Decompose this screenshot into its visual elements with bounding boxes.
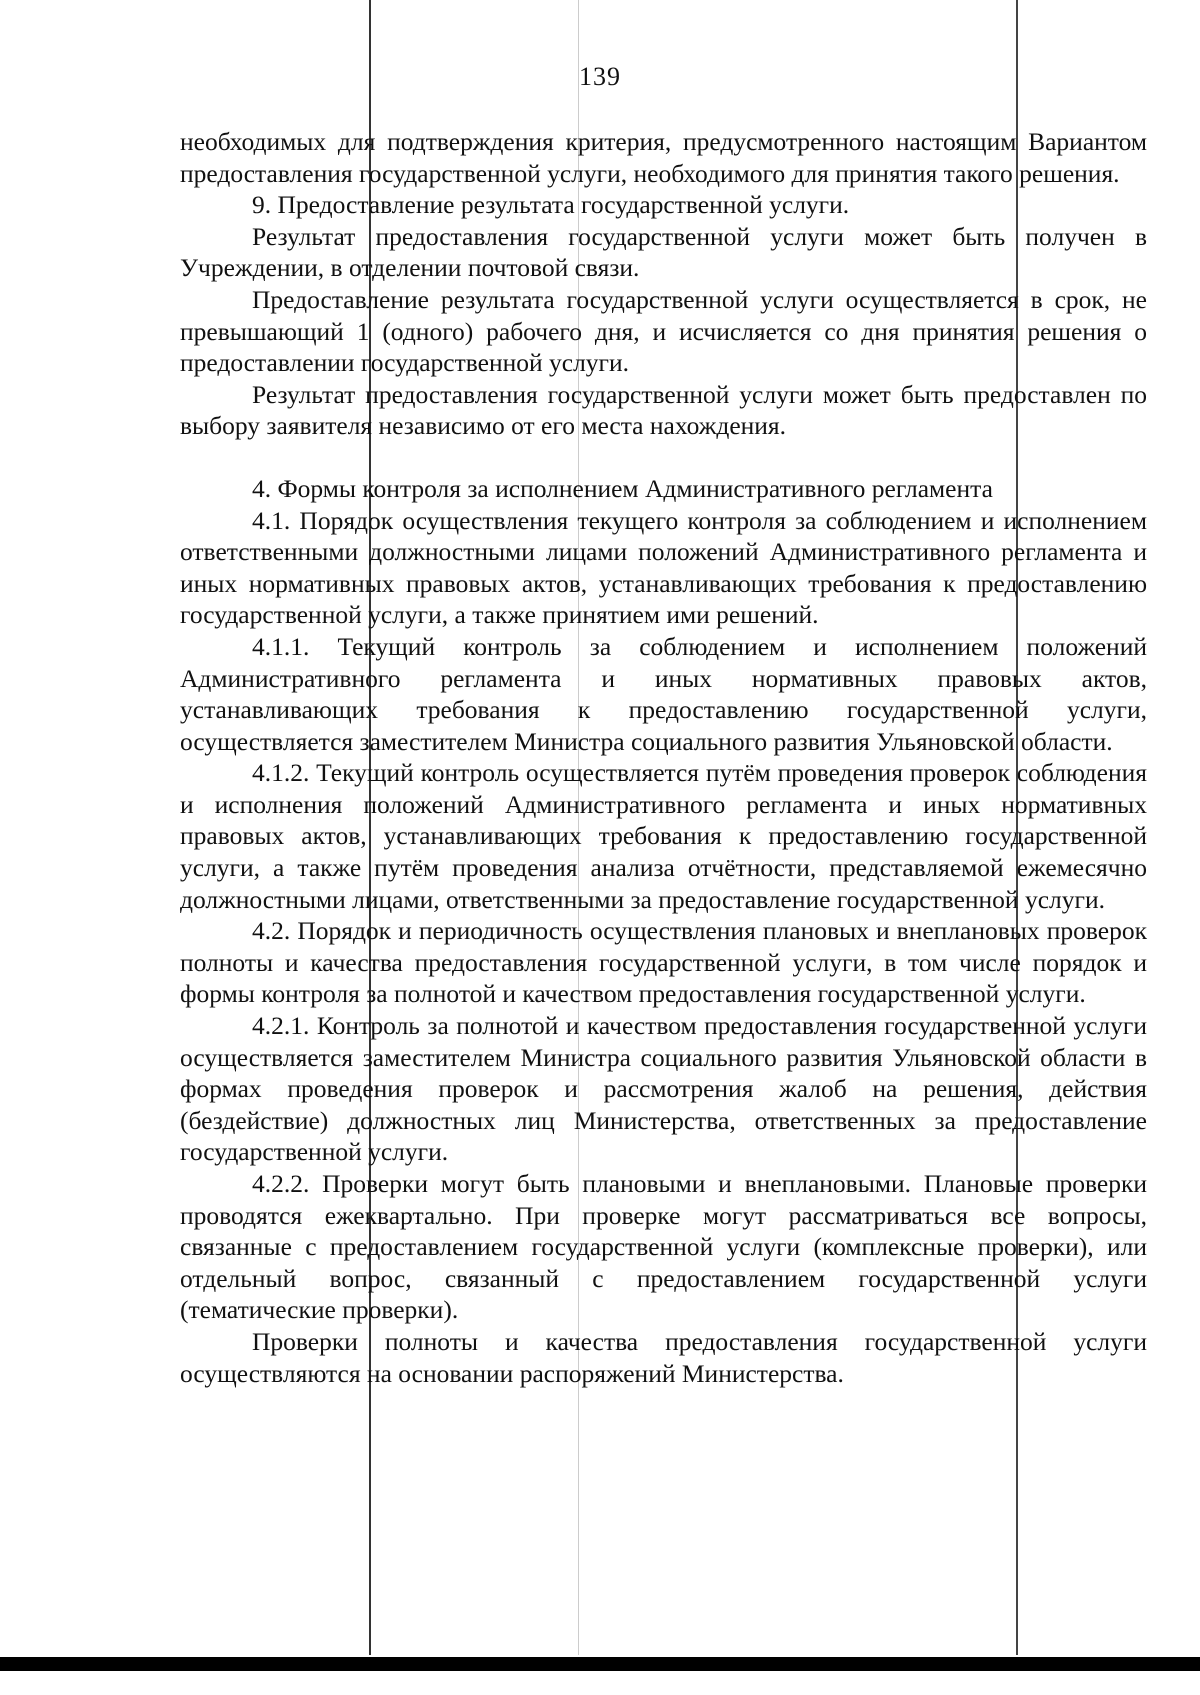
paragraph: Результат предоставления государственной услуги может быть предоставлен по выбору заявителя независимо от его места нахождения. [180,379,1147,441]
paragraph: 4.2.2. Проверки могут быть плановыми и внеплановыми. Плановые проверки проводятся ежеквартально. При проверке могут рассматриваться все вопросы, связанные с предоставлением государственной услуги (комплексные проверки), или отдельный вопрос, связанный с предоставлением государственной услуги (тематические проверки). [180,1169,1147,1325]
paragraph: необходимых для подтверждения критерия, предусмотренного настоящим Вариантом предоставления государственной услуги, необходимого для принятия такого решения. [180,127,1147,188]
scan-bottom-border [0,1657,1200,1671]
section-heading: 4. Формы контроля за исполнением Административного регламента [252,473,993,503]
paragraph: Проверки полноты и качества предоставления государственной услуги осуществляются на основании распоряжений Министерства. [180,1326,1147,1388]
paragraph: Предоставление результата государственной услуги осуществляется в срок, не превышающий 1 (одного) рабочего дня, и исчисляется со дня принятия решения о предоставлении государственной услуги. [180,284,1147,378]
paragraph: 4.1.1. Текущий контроль за соблюдением и исполнением положений Административного регламента и иных нормативных правовых актов, устанавливающих требования к предоставлению государственной услуги, осуществляется заместителем Министра социального развития Ульяновской области. [180,631,1147,756]
document-body [180,126,1147,1389]
paragraph: 4.2.1. Контроль за полнотой и качеством предоставления государственной услуги осуществляется заместителем Министра социального развития Ульяновской области в формах проведения проверок и рассмотрения жалоб на решения, действия (бездействие) должностных лиц Министерства, ответственных за предоставление государственной услуги. [180,1011,1147,1167]
page-number: 139 [579,62,621,91]
paragraph: 4.2. Порядок и периодичность осуществления плановых и внеплановых проверок полноты и качества предоставления государственной услуги, в том числе порядок и формы контроля за полнотой и качеством предоставления государственной услуги. [180,916,1147,1009]
paragraph: 9. Предоставление результата государственной услуги. [252,190,850,220]
paragraph: 4.1.2. Текущий контроль осуществляется путём проведения проверок соблюдения и исполнения положений Административного регламента и иных нормативных правовых актов, устанавливающих требования к предоставлению государственной услуги, а также путём проведения анализа отчётности, представляемой ежемесячно должностными лицами, ответственными за предоставление государственной услуги. [180,758,1147,914]
paragraph: Результат предоставления государственной услуги может быть получен в Учреждении, в отделении почтовой связи. [180,221,1147,283]
paragraph: 4.1. Порядок осуществления текущего контроля за соблюдением и исполнением ответственными должностными лицами положений Административного регламента и иных нормативных правовых актов, устанавливающих требования к предоставлению государственной услуги, а также принятием ими решений. [180,505,1147,630]
